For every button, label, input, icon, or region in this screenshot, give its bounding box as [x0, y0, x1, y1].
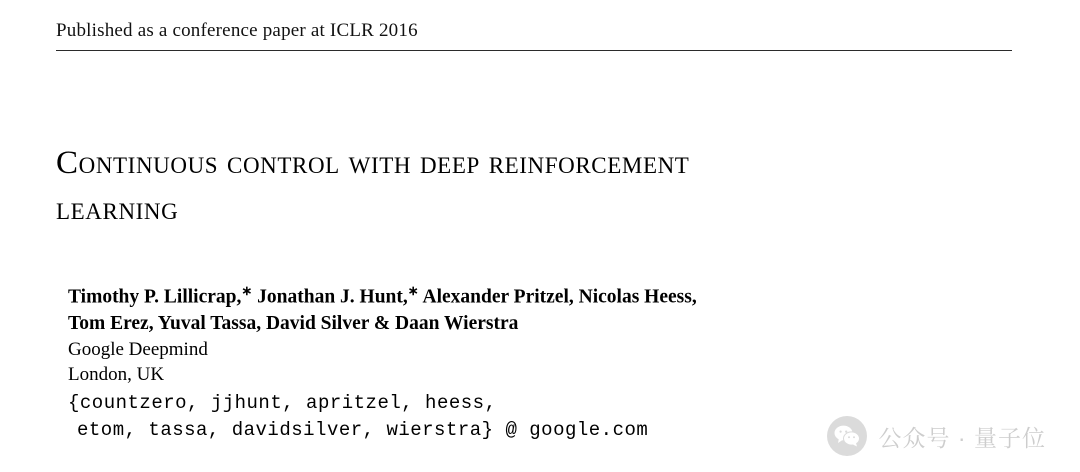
author-footnote-mark-1: ∗	[241, 283, 253, 298]
watermark	[827, 416, 1046, 456]
running-header	[56, 20, 1012, 51]
author-line-2: Tom Erez, Yuval Tassa, David Silver & Daan Wierstra	[68, 312, 519, 334]
venue-line: Published as a conference paper at ICLR 2016	[56, 20, 418, 41]
location: London, UK	[68, 363, 165, 385]
email-line-1: {countzero, jjhunt, apritzel, heess,	[68, 391, 497, 414]
header-divider	[56, 50, 1012, 51]
author-line-1	[68, 278, 1008, 311]
affiliation: Google Deepmind	[68, 338, 208, 360]
email-line-2: etom, tassa, davidsilver, wierstra} @ google.com	[77, 418, 649, 441]
watermark-text: 公众号 · 量子位	[878, 424, 1046, 451]
page-title	[56, 140, 1016, 232]
author-names-rest: Alexander Pritzel, Nicolas Heess,	[422, 286, 697, 308]
author-footnote-mark-2: ∗	[407, 283, 419, 298]
wechat-icon	[827, 416, 867, 456]
author-name-hunt: Jonathan J. Hunt,	[257, 286, 408, 308]
author-name-lillicrap: Timothy P. Lillicrap,	[68, 286, 242, 308]
title-line-2: learning	[56, 191, 179, 227]
title-line-1: Continuous control with deep reinforcement	[56, 145, 690, 181]
